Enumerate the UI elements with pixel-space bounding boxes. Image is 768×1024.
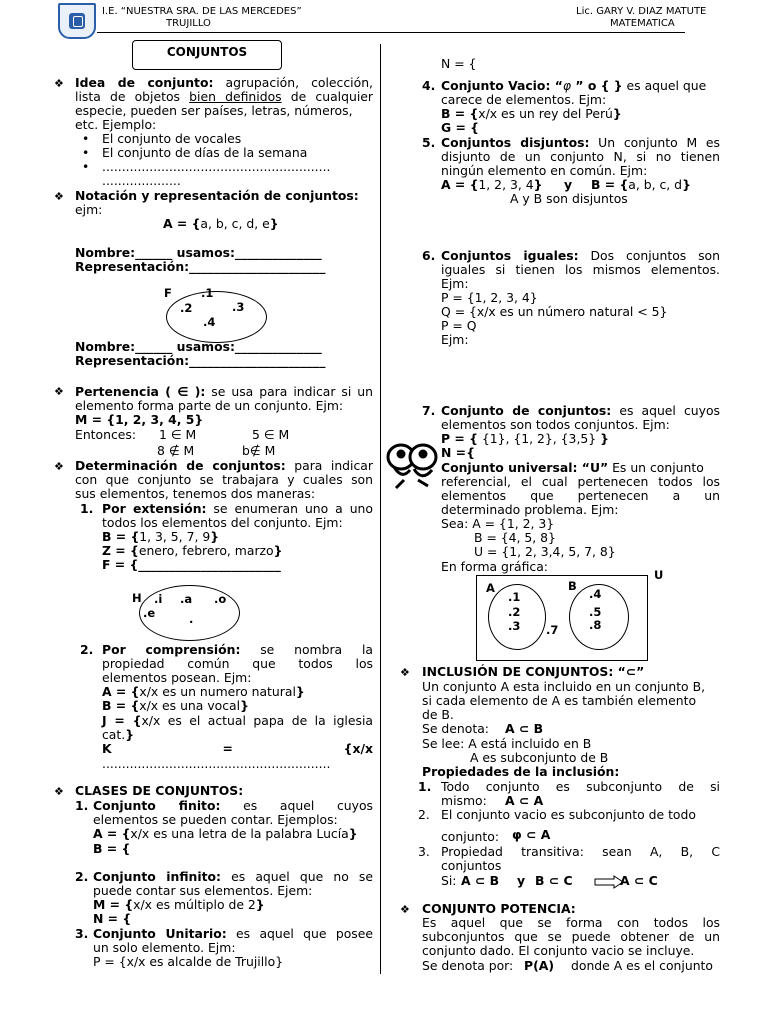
unitario-line-1: Conjunto Unitario: es aquel que posee [93, 926, 373, 941]
comprension-set-j-2: cat.} [102, 727, 135, 742]
prop-3-bc: B ⊂ C [535, 873, 573, 888]
inclusion-notation: A ⊂ B [505, 721, 544, 736]
vacio-set-g: G = { [441, 120, 480, 135]
iguales-number: 6. [422, 248, 436, 263]
prop-2-notation: φ ⊂ A [512, 827, 551, 842]
idea-bullet-2: El conjunto de días de la semana [102, 145, 308, 160]
idea-line-2: lista de objetos bien definidos de cualquier [75, 89, 373, 104]
conj-conj-number: 7. [422, 403, 436, 418]
pertenencia-ex-1: 1 ∈ M [159, 427, 197, 442]
bullet-diamond-icon: ❖ [54, 460, 64, 473]
venn-u-label: U [654, 568, 664, 582]
venn-f-element: .1 [201, 286, 214, 300]
cartoon-eyes-icon [384, 440, 442, 490]
venn-b-label: B [568, 579, 577, 593]
finito-set-a: A = {x/x es una letra de la palabra Lucía} [93, 826, 358, 841]
propiedades-heading: Propiedades de la inclusión: [422, 764, 620, 779]
prop-3-si: Si: [441, 873, 457, 888]
unitario-line-2: un solo elemento. Ejm: [93, 940, 236, 955]
bullet-diamond-icon: ❖ [400, 666, 410, 679]
bullet-diamond-icon: ❖ [54, 190, 64, 203]
determinacion-line-1: Determinación de conjuntos: para indicar [75, 458, 373, 473]
bullet-diamond-icon: ❖ [400, 903, 410, 916]
conj-conj-line-1: Conjunto de conjuntos: es aquel cuyos [441, 403, 720, 418]
venn-ellipse-f [166, 291, 267, 343]
universal-set-u: U = {1, 2, 3,4, 5, 7, 8} [474, 544, 616, 559]
idea-line-3: especie, pueden ser países, letras, números, [75, 103, 353, 118]
pertenencia-ex-4: b∉ M [242, 443, 276, 458]
prop-3-line-1: Propiedad transitiva: sean A, B, C [441, 844, 720, 859]
finito-set-b: B = { [93, 841, 131, 856]
set-n-continued: N = { [441, 56, 477, 71]
prop-3-y: y [517, 873, 526, 888]
inclusion-heading: INCLUSIÓN DE CONJUNTOS: “⊂” [422, 664, 645, 679]
bullet-diamond-icon: ❖ [54, 385, 64, 398]
iguales-line-1: Conjuntos iguales: Dos conjuntos son [441, 248, 720, 263]
extension-line-1: Por extensión: se enumeran uno a uno [102, 501, 373, 516]
comprension-set-j: J = {x/x es el actual papa de la iglesia [102, 713, 373, 728]
comprension-set-k: K = {x/x [102, 741, 373, 756]
potencia-heading: CONJUNTO POTENCIA: [422, 901, 576, 916]
notacion-set-a: A = {a, b, c, d, e} [163, 216, 279, 231]
representacion-line-2: Representación:______________________ [75, 353, 326, 368]
venn-f-label: F [164, 286, 172, 300]
prop-3-ab: A ⊂ B [461, 873, 500, 888]
disjuntos-line-2: disjunto de un conjunto N, si no tienen [441, 149, 720, 164]
conj-conj-set-n: N ={ [441, 445, 475, 460]
school-logo [58, 3, 96, 39]
determinacion-line-3: sus elementos, tenemos dos maneras: [75, 486, 316, 501]
bullet-diamond-icon: ❖ [54, 77, 64, 90]
disjuntos-line-4: A y B son disjuntos [510, 191, 628, 206]
representacion-line-1: Representación:______________________ [75, 259, 326, 274]
pertenencia-line-2: elemento forma parte de un conjunto. Ejm: [75, 398, 344, 413]
universal-line-3: elementos que pertenecen a un [441, 488, 720, 503]
iguales-ejm: Ejm: [441, 332, 469, 347]
iguales-set-p: P = {1, 2, 3, 4} [441, 290, 538, 305]
extension-set-z: Z = {enero, febrero, marzo} [102, 543, 283, 558]
comprension-line-1: Por comprensión: se nombra la [102, 642, 373, 657]
determinacion-line-2: con que conjunto se trabajara y cuales son [75, 472, 373, 487]
prop-3-line-2: conjuntos [441, 858, 502, 873]
logo-shield-icon [69, 13, 85, 29]
inclusion-line-3: de B. [422, 707, 454, 722]
extension-number: 1. [80, 501, 94, 516]
nombre-line-1: Nombre:______ usamos:______________ [75, 245, 322, 260]
universal-grafica: En forma gráfica: [441, 559, 548, 574]
universal-line-1: Conjunto universal: “U” Es un conjunto [441, 460, 704, 475]
comprension-set-k-2: .......................................................... [102, 756, 331, 771]
prop-3-ac: A ⊂ C [620, 873, 658, 888]
iguales-set-q: Q = {x/x es un número natural < 5} [441, 304, 668, 319]
iguales-line-2: iguales si tienen los mismos elementos. [441, 262, 720, 277]
extension-set-f: F = {_______________________ [102, 557, 281, 572]
page-title: CONJUNTOS [132, 40, 282, 70]
comprension-line-2: propiedad común que todos los [102, 656, 373, 671]
universal-set-b: B = {4, 5, 8} [474, 530, 556, 545]
infinito-line-2: puede contar sus elementos. Ejem: [93, 883, 313, 898]
potencia-line-1: Es aquel que se forma con todos los [422, 915, 720, 930]
vacio-number: 4. [422, 78, 436, 93]
finito-line-1: Conjunto finito: es aquel cuyos [93, 798, 373, 813]
pertenencia-line-1: Pertenencia ( ∈ ): se usa para indicar si un [75, 384, 373, 399]
prop-1-notation: A ⊂ A [505, 793, 544, 808]
disjuntos-y: y [564, 177, 573, 192]
prop-2-line-2: conjunto: [441, 829, 500, 844]
venn-b-element: .8 [589, 618, 602, 632]
inclusion-line-1: Un conjunto A esta incluido en un conjunto B, [422, 679, 706, 694]
idea-bullet-1: El conjunto de vocales [102, 131, 242, 146]
comprension-set-a: A = {x/x es un numero natural} [102, 684, 305, 699]
bullet-dot-icon: • [82, 131, 90, 146]
school-city: TRUJILLO [166, 18, 211, 29]
venn-u-element: .7 [546, 623, 559, 637]
unitario-set-p: P = {x/x es alcalde de Trujillo} [93, 954, 284, 969]
potencia-line-2: subconjuntos que se puede obtener de un [422, 929, 720, 944]
vacio-line-1: Conjunto Vacio: “φ ” o { } es aquel que [441, 78, 707, 93]
prop-3-number: 3. [418, 844, 430, 859]
venn-f-element: .4 [203, 315, 216, 329]
infinito-set-m: M = {x/x es múltiplo de 2} [93, 897, 265, 912]
infinito-set-n: N = { [93, 911, 132, 926]
potencia-notation: P(A) [524, 958, 554, 973]
comprension-line-3: elementos posean. Ejm: [102, 670, 252, 685]
iguales-line-3: Ejm: [441, 276, 469, 291]
prop-2-line-1: El conjunto vacio es subconjunto de todo [441, 807, 696, 822]
header-rule [97, 32, 685, 33]
universal-line-2: referencial, el cual pertenecen todos los [441, 474, 720, 489]
finito-line-2: elementos se pueden contar. Ejemplos: [93, 812, 338, 827]
venn-a-label: A [486, 581, 495, 595]
venn-a-element: .2 [508, 605, 521, 619]
bullet-dot-icon: • [82, 145, 90, 160]
comprension-number: 2. [80, 642, 94, 657]
unitario-number: 3. [75, 926, 89, 941]
conj-conj-line-2: elementos son todos conjuntos. Ejm: [441, 417, 670, 432]
school-name: I.E. “NUESTRA SRA. DE LAS MERCEDES” [102, 6, 302, 17]
venn-h-element: .i [154, 592, 163, 606]
extension-set-b: B = {1, 3, 5, 7, 9} [102, 529, 220, 544]
prop-1-line-1: Todo conjunto es subconjunto de si [441, 779, 720, 794]
inclusion-subconjunto: A es subconjunto de B [470, 750, 609, 765]
comprension-set-b: B = {x/x es una vocal} [102, 698, 249, 713]
iguales-p-equals-q: P = Q [441, 318, 477, 333]
pertenencia-set-m: M = {1, 2, 3, 4, 5} [75, 412, 204, 427]
disjuntos-set-b: B = {a, b, c, d} [591, 177, 691, 192]
potencia-line-3: conjunto dado. El conjunto vacio se incluye. [422, 943, 695, 958]
universal-set-a: Sea: A = {1, 2, 3} [441, 516, 555, 531]
disjuntos-number: 5. [422, 135, 436, 150]
venn-a-element: .1 [508, 590, 521, 604]
inclusion-line-2: si cada elemento de A es también elemento [422, 693, 697, 708]
venn-h-element: .a [180, 592, 193, 606]
prop-2-number: 2. [418, 807, 430, 822]
idea-line-1: Idea de conjunto: agrupación, colección, [75, 75, 373, 90]
venn-h-label: H [132, 591, 142, 605]
vacio-set-b: B = {x/x es un rey del Perú} [441, 106, 622, 121]
infinito-number: 2. [75, 869, 89, 884]
idea-line-4: etc. Ejemplo: [75, 117, 157, 132]
pertenencia-ex-2: 5 ∈ M [252, 427, 290, 442]
subject-name: MATEMATICA [610, 18, 675, 29]
bullet-dot-icon: • [82, 159, 90, 174]
idea-bullet-3b: .................... [102, 173, 181, 188]
inclusion-denota: Se denota: [422, 721, 489, 736]
finito-number: 1. [75, 798, 89, 813]
prop-1-number: 1. [418, 779, 432, 794]
venn-h-element: .o [214, 592, 227, 606]
notacion-heading: Notación y representación de conjuntos: [75, 188, 359, 203]
venn-b-element: .5 [589, 605, 602, 619]
infinito-line-1: Conjunto infinito: es aquel que no se [93, 869, 373, 884]
venn-h-element: . [189, 612, 194, 626]
clases-heading: CLASES DE CONJUNTOS: [75, 783, 244, 798]
bullet-diamond-icon: ❖ [54, 785, 64, 798]
venn-h-element: .e [143, 606, 156, 620]
potencia-denota: Se denota por: [422, 958, 514, 973]
pertenencia-ex-3: 8 ∉ M [157, 443, 195, 458]
prop-1-line-2: mismo: [441, 793, 487, 808]
idea-bullet-3: .......................................................... [102, 159, 331, 174]
teacher-name: Lic. GARY V. DIAZ MATUTE [576, 6, 707, 17]
venn-b-element: .4 [589, 587, 602, 601]
disjuntos-line-3: ningún elemento en común. Ejm: [441, 163, 648, 178]
disjuntos-line-1: Conjuntos disjuntos: Un conjunto M es [441, 135, 721, 150]
pertenencia-entonces: Entonces: [75, 427, 137, 442]
nombre-line-2: Nombre:______ usamos:______________ [75, 339, 322, 354]
inclusion-se-lee: Se lee: A está incluido en B [422, 736, 592, 751]
disjuntos-set-a: A = {1, 2, 3, 4} [441, 177, 543, 192]
venn-f-element: .3 [232, 300, 245, 314]
conj-conj-set-p: P = { {1}, {1, 2}, {3,5} } [441, 431, 609, 446]
venn-a-element: .3 [508, 619, 521, 633]
vacio-line-2: carece de elementos. Ejm: [441, 92, 607, 107]
venn-f-element: .2 [180, 301, 193, 315]
extension-line-2: todos los elementos del conjunto. Ejm: [102, 515, 343, 530]
notacion-line-1: ejm: [75, 202, 103, 217]
universal-line-4: determinado problema. Ejm: [441, 502, 619, 517]
potencia-line-4: donde A es el conjunto [571, 958, 713, 973]
column-divider [380, 44, 381, 974]
